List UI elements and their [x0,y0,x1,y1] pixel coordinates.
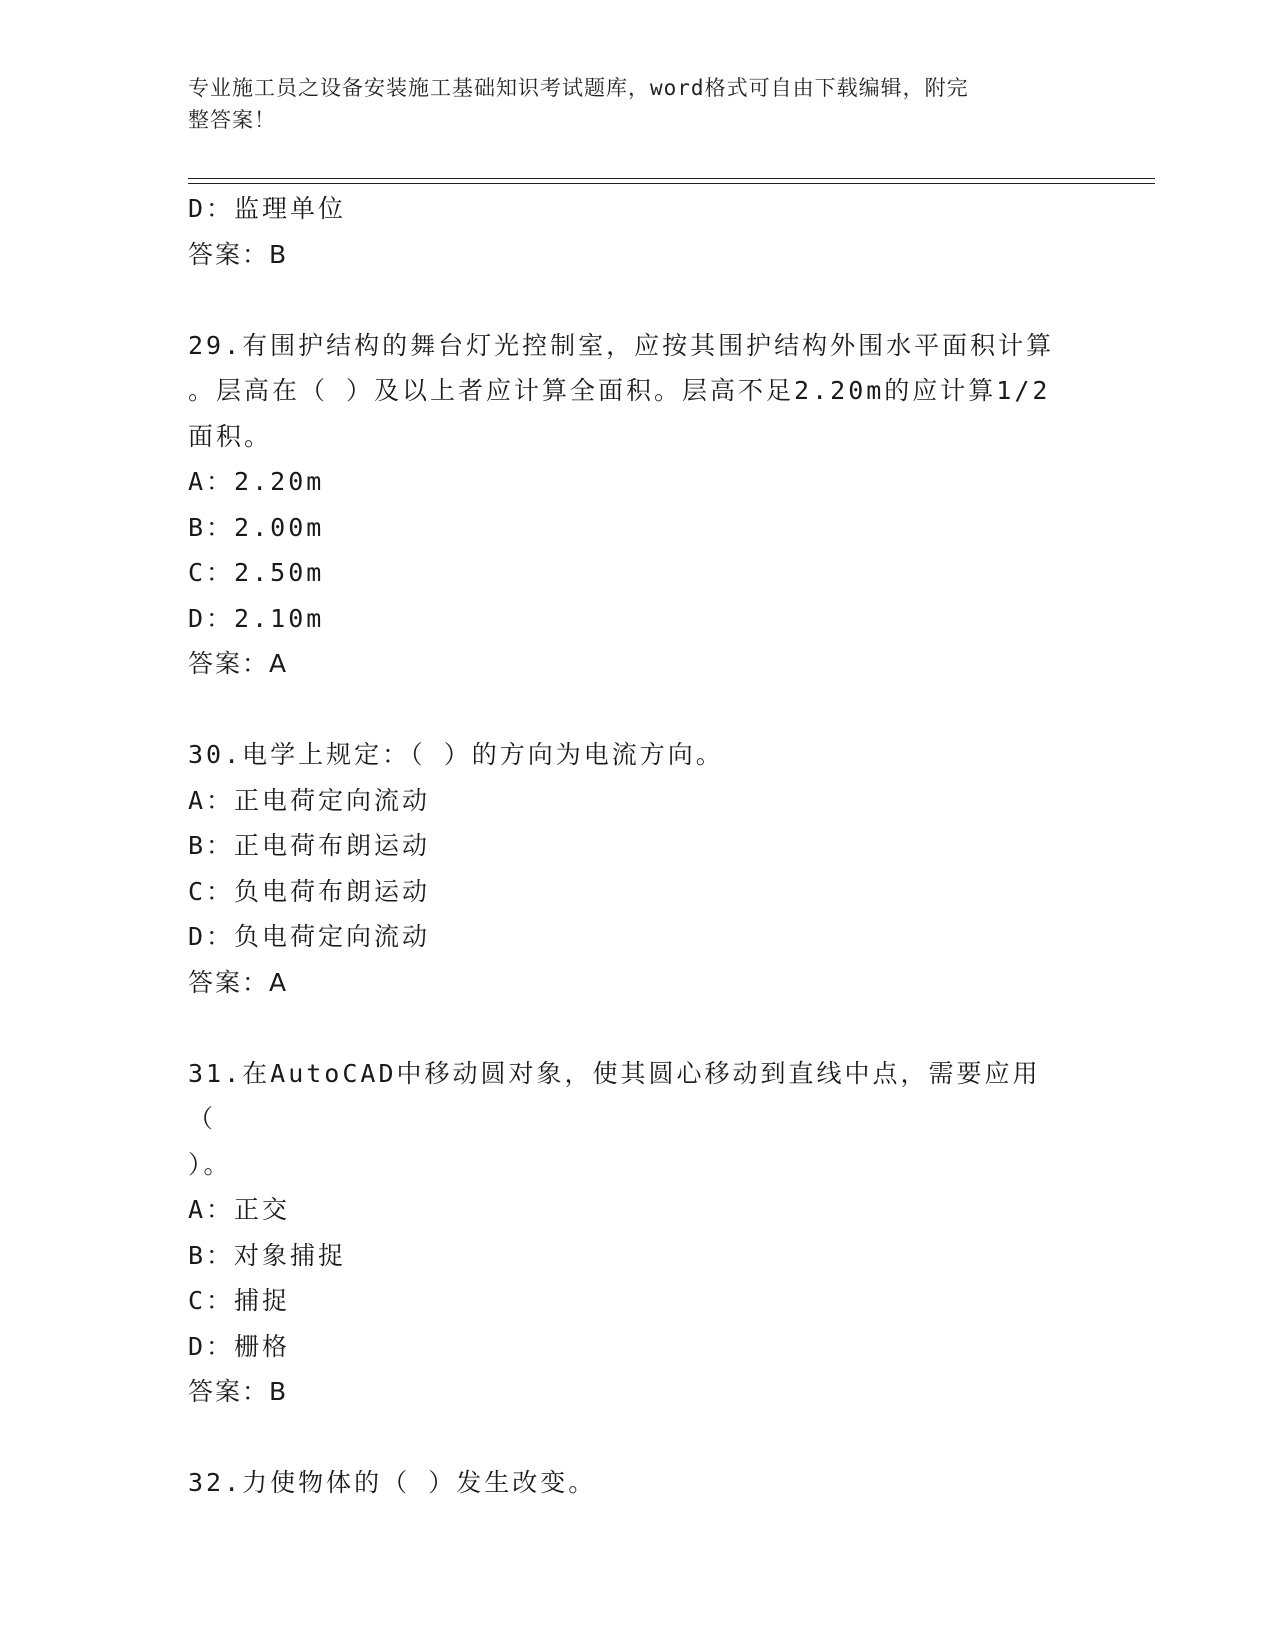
question-stem-line: 29.有围护结构的舞台灯光控制室，应按其围护结构外围水平面积计算 [188,330,1055,360]
page-header [188,72,1068,136]
spacer [188,687,1088,733]
question-32 [188,1460,1088,1506]
option-b: B：2.00m [188,512,325,542]
option-d: D：负电荷定向流动 [188,922,431,951]
question-stem-line: 32.力使物体的（ ）发生改变。 [188,1468,597,1497]
spacer [188,1415,1088,1461]
carry-over-block [188,186,1088,277]
answer-line: 答案：A [188,967,289,997]
option-d: D：2.10m [188,603,325,633]
spacer [188,277,1088,323]
header-title-line-2: 整答案！ [188,108,276,132]
question-stem-line: 31.在AutoCAD中移动圆对象，使其圆心移动到直线中点，需要应用（ [188,1058,1041,1133]
option-c: C：2.50m [188,558,325,587]
header-divider-top [188,178,1155,179]
spacer [188,1005,1088,1051]
option-a: A：正交 [188,1195,291,1224]
option-d: D：监理单位 [188,194,347,223]
option-a: A：2.20m [188,467,325,496]
question-stem-line: 面积。 [188,421,273,451]
question-stem-line: 。层高在（ ）及以上者应计算全面积。层高不足2.20m的应计算1/2 [188,376,1051,405]
option-c: C：负电荷布朗运动 [188,876,431,906]
answer-line: 答案：B [188,1377,289,1406]
header-title-line-1: 专业施工员之设备安装施工基础知识考试题库，word格式可自由下载编辑，附完 [188,76,969,100]
answer-line: 答案：B [188,239,289,269]
question-29 [188,323,1088,687]
question-31 [188,1051,1088,1415]
question-stem-line: ）。 [188,1149,232,1179]
header-divider-bottom [188,183,1155,184]
option-a: A：正电荷定向流动 [188,785,431,815]
option-b: B：正电荷布朗运动 [188,831,431,860]
question-content [188,186,1088,1506]
question-stem-line: 30.电学上规定：（ ）的方向为电流方向。 [188,740,724,769]
question-30 [188,732,1088,1005]
answer-line: 答案：A [188,649,289,678]
option-b: B：对象捕捉 [188,1240,347,1270]
option-c: C：捕捉 [188,1286,291,1315]
option-d: D：栅格 [188,1331,291,1361]
